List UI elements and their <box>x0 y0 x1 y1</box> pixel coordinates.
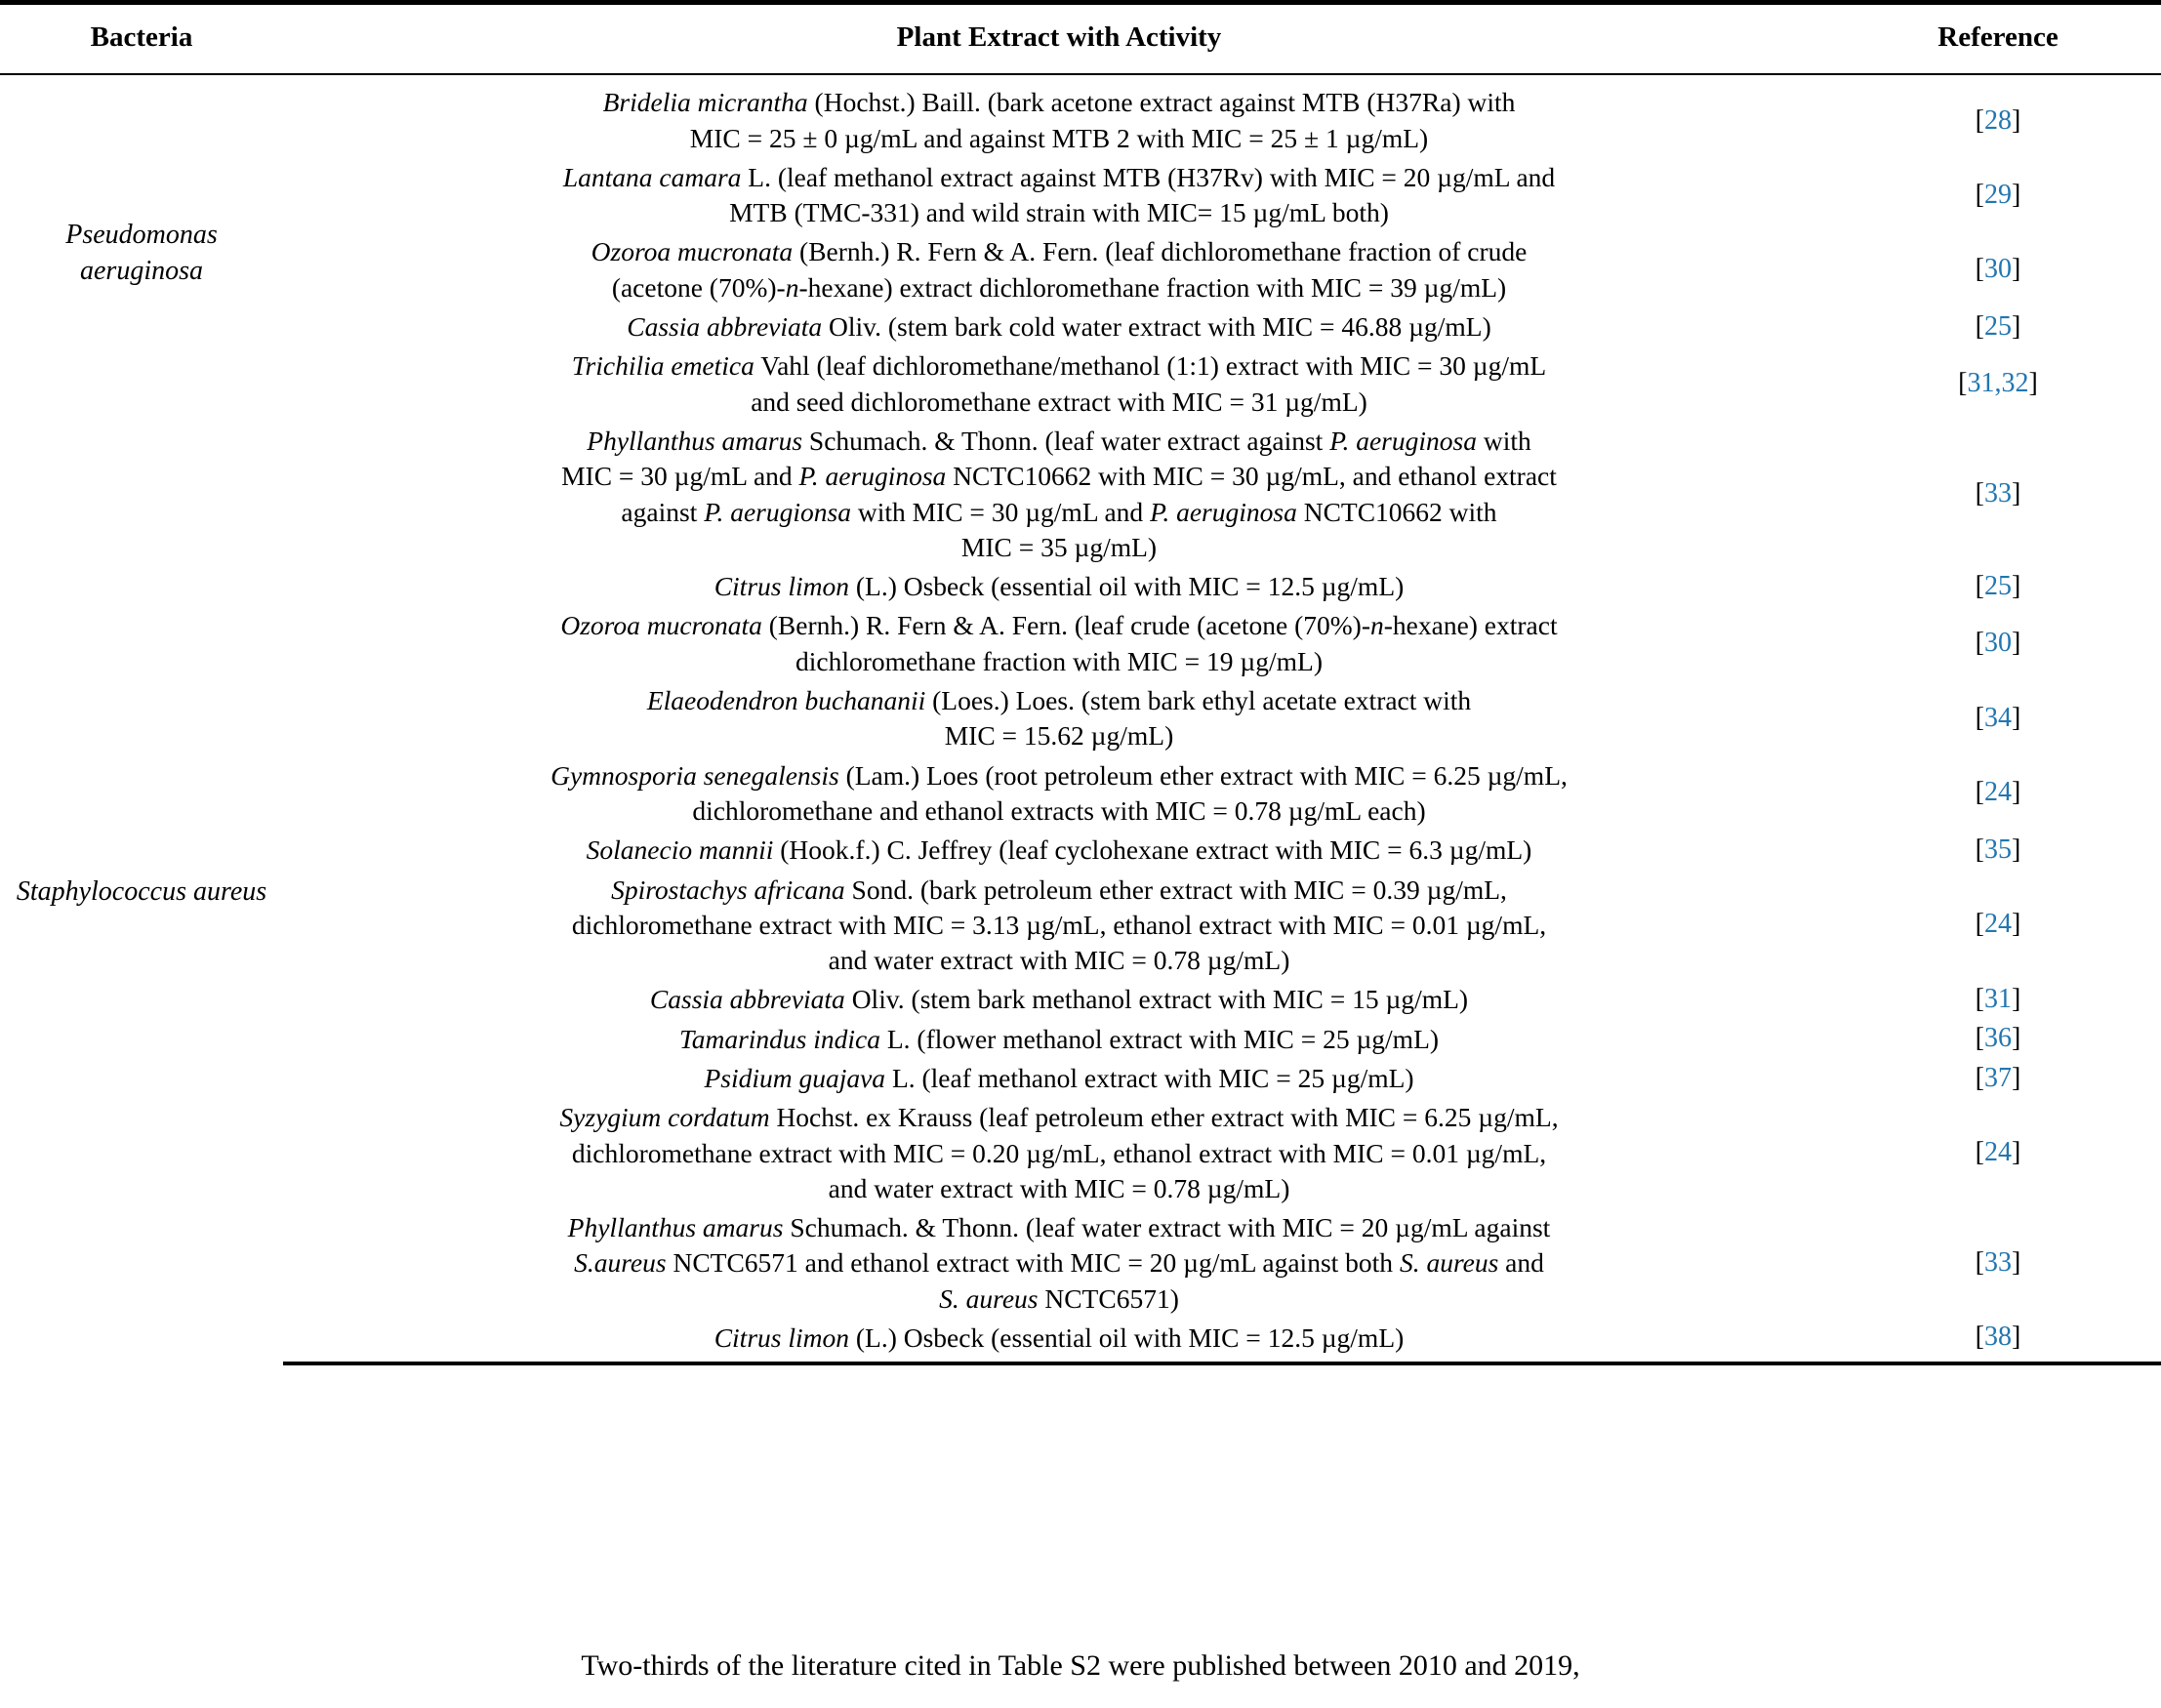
bracket-open: [ <box>1975 1062 1984 1093</box>
reference-number[interactable]: 25 <box>1984 570 2012 601</box>
plant-extract-line: MIC = 30 µg/mL and P. aeruginosa NCTC10662 with MIC = 30 µg/mL, and ethanol extract <box>561 461 1557 492</box>
bracket-close: ] <box>2012 179 2021 210</box>
plant-extract-cell <box>283 158 1835 233</box>
bracket-close: ] <box>2012 1321 2021 1352</box>
plant-extract-cell <box>283 831 1835 870</box>
reference-cell[interactable] <box>1835 74 2161 158</box>
reference-number[interactable]: 30 <box>1984 628 2012 659</box>
bracket-close: ] <box>2012 570 2021 601</box>
plant-extract-line: S. aureus NCTC6571) <box>939 1282 1179 1314</box>
reference-number[interactable]: 25 <box>1984 310 2012 342</box>
plant-extract-cell <box>283 567 1835 606</box>
reference-cell[interactable] <box>1835 681 2161 756</box>
reference-cell[interactable] <box>1835 606 2161 681</box>
plant-extract-cell <box>283 606 1835 681</box>
plant-extract-cell <box>283 681 1835 756</box>
table-row <box>0 606 2161 681</box>
table-row <box>0 1020 2161 1059</box>
bracket-open: [ <box>1975 310 1984 342</box>
table-row <box>0 1059 2161 1098</box>
bracket-open: [ <box>1975 179 1984 210</box>
reference-cell[interactable] <box>1835 871 2161 981</box>
species-name: Lantana camara <box>562 161 742 192</box>
column-header-bacteria: Bacteria <box>0 3 283 75</box>
plant-extract-cell <box>283 871 1835 981</box>
species-name: Elaeodendron buchananii <box>646 685 926 716</box>
bracket-open: [ <box>1958 368 1968 399</box>
plant-extract-line: dichloromethane extract with MIC = 3.13 µg/mL, ethanol extract with MIC = 0.01 µg/mL, <box>571 909 1547 940</box>
plant-extract-line: dichloromethane and ethanol extracts with MIC = 0.78 µg/mL each) <box>692 794 1426 826</box>
reference-cell[interactable] <box>1835 232 2161 307</box>
plant-extract-line: and seed dichloromethane extract with MIC = 31 µg/mL) <box>751 386 1367 417</box>
plant-extract-cell <box>283 1059 1835 1098</box>
reference-number[interactable]: 24 <box>1984 909 2012 940</box>
plant-extract-line: Ozoroa mucronata (Bernh.) R. Fern & A. Fern. (leaf crude (acetone (70%)-n-hexane) extract <box>560 610 1558 641</box>
plant-extract-cell <box>283 1319 1835 1363</box>
species-name: n <box>1370 610 1384 641</box>
reference-cell[interactable] <box>1835 831 2161 870</box>
bracket-close: ] <box>2012 909 2021 940</box>
reference-cell[interactable] <box>1835 1208 2161 1319</box>
bracket-close: ] <box>2012 1137 2021 1168</box>
table-row <box>0 1319 2161 1363</box>
bracket-open: [ <box>1975 1137 1984 1168</box>
reference-number[interactable]: 37 <box>1984 1062 2012 1093</box>
bracket-open: [ <box>1975 909 1984 940</box>
species-name: n <box>785 271 799 303</box>
bracket-close: ] <box>2012 1023 2021 1054</box>
plant-extract-line: Elaeodendron buchananii (Loes.) Loes. (stem bark ethyl acetate extract with <box>646 685 1472 716</box>
reference-number[interactable]: 31,32 <box>1967 368 2029 399</box>
reference-cell[interactable] <box>1835 756 2161 832</box>
plant-extract-cell <box>283 232 1835 307</box>
bracket-open: [ <box>1975 478 1984 509</box>
reference-number[interactable]: 33 <box>1984 1247 2012 1279</box>
bracket-open: [ <box>1975 1247 1984 1279</box>
reference-number[interactable]: 28 <box>1984 105 2012 137</box>
plant-extract-cell <box>283 1098 1835 1208</box>
table-row <box>0 756 2161 832</box>
species-name: Tamarindus indica <box>678 1023 880 1054</box>
species-name: Syzygium cordatum <box>559 1102 770 1133</box>
table-row <box>0 681 2161 756</box>
bracket-close: ] <box>2012 1062 2021 1093</box>
species-name: Phyllanthus amarus <box>587 425 803 456</box>
plant-extract-line: dichloromethane extract with MIC = 0.20 µg/mL, ethanol extract with MIC = 0.01 µg/mL, <box>571 1137 1547 1168</box>
plant-extract-line: Lantana camara L. (leaf methanol extract against MTB (H37Rv) with MIC = 20 µg/mL and <box>562 161 1556 192</box>
plant-extract-cell <box>283 1020 1835 1059</box>
reference-number[interactable]: 38 <box>1984 1321 2012 1352</box>
table-body <box>0 74 2161 1363</box>
bracket-close: ] <box>2012 254 2021 285</box>
plant-extract-line: Solanecio mannii (Hook.f.) C. Jeffrey (leaf cyclohexane extract with MIC = 6.3 µg/mL) <box>586 834 1532 866</box>
plant-extract-line: Citrus limon (L.) Osbeck (essential oil with MIC = 12.5 µg/mL) <box>714 571 1405 602</box>
species-name: Cassia abbreviata <box>649 984 845 1015</box>
table-row <box>0 1208 2161 1319</box>
reference-number[interactable]: 29 <box>1984 179 2012 210</box>
plant-extract-line: Cassia abbreviata Oliv. (stem bark cold water extract with MIC = 46.88 µg/mL) <box>627 311 1491 343</box>
reference-cell[interactable] <box>1835 1098 2161 1208</box>
species-name: S.aureus <box>574 1247 667 1279</box>
species-name: Gymnosporia senegalensis <box>550 759 839 791</box>
reference-number[interactable]: 24 <box>1984 1137 2012 1168</box>
bracket-close: ] <box>2012 1247 2021 1279</box>
species-name: Solanecio mannii <box>586 834 774 866</box>
species-name: S. aureus <box>939 1282 1039 1314</box>
bracket-close: ] <box>2012 984 2021 1015</box>
table-header <box>0 3 2161 75</box>
species-name: Spirostachys africana <box>611 874 845 905</box>
bracket-open: [ <box>1975 984 1984 1015</box>
table-row <box>0 346 2161 422</box>
plant-extract-cell <box>283 74 1835 158</box>
plant-extract-line: Phyllanthus amarus Schumach. & Thonn. (leaf water extract with MIC = 20 µg/mL against <box>567 1212 1551 1243</box>
species-name: Bridelia micrantha <box>602 87 808 118</box>
plant-extract-line: MIC = 35 µg/mL) <box>960 531 1158 562</box>
table-row <box>0 74 2161 158</box>
column-header-plant-extract: Plant Extract with Activity <box>283 3 1835 75</box>
reference-cell[interactable] <box>1835 980 2161 1019</box>
plant-extract-line: Trichilia emetica Vahl (leaf dichloromethane/methanol (1:1) extract with MIC = 30 µg/mL <box>571 350 1547 382</box>
table-row <box>0 422 2161 567</box>
reference-cell[interactable] <box>1835 1059 2161 1098</box>
plant-extract-line: Syzygium cordatum Hochst. ex Krauss (leaf petroleum ether extract with MIC = 6.25 µg/mL, <box>559 1102 1559 1133</box>
plant-extract-cell <box>283 980 1835 1019</box>
plant-extract-line: S.aureus NCTC6571 and ethanol extract with MIC = 20 µg/mL against both S. aureus and <box>574 1247 1544 1279</box>
bracket-open: [ <box>1975 254 1984 285</box>
reference-cell[interactable] <box>1835 346 2161 422</box>
table-row <box>0 232 2161 307</box>
species-name: Citrus limon <box>714 1322 849 1354</box>
species-name: Psidium guajava <box>704 1062 886 1093</box>
plant-extract-line: Phyllanthus amarus Schumach. & Thonn. (leaf water extract against P. aeruginosa with <box>587 425 1531 456</box>
plant-extract-cell <box>283 1208 1835 1319</box>
reference-cell[interactable] <box>1835 567 2161 606</box>
plant-extract-cell <box>283 346 1835 422</box>
plant-extract-line: MIC = 15.62 µg/mL) <box>944 720 1174 752</box>
species-name: P. aeruginosa <box>1329 425 1477 456</box>
column-header-reference: Reference <box>1835 3 2161 75</box>
bracket-close: ] <box>2012 834 2021 865</box>
plant-extract-line: MTB (TMC-331) and wild strain with MIC= 15 µg/mL both) <box>729 197 1389 228</box>
bracket-open: [ <box>1975 1023 1984 1054</box>
species-name: S. aureus <box>1399 1247 1499 1279</box>
reference-cell[interactable] <box>1835 1020 2161 1059</box>
bracket-open: [ <box>1975 834 1984 865</box>
species-name: Phyllanthus amarus <box>567 1212 784 1243</box>
bracket-open: [ <box>1975 628 1984 659</box>
plant-extract-line: (acetone (70%)-n-hexane) extract dichloromethane fraction with MIC = 39 µg/mL) <box>611 271 1507 303</box>
species-name: Citrus limon <box>714 571 849 602</box>
reference-number[interactable]: 30 <box>1984 254 2012 285</box>
table-row <box>0 307 2161 346</box>
plant-extract-line: Ozoroa mucronata (Bernh.) R. Fern & A. Fern. (leaf dichloromethane fraction of crude <box>591 236 1528 267</box>
table-header-row <box>0 3 2161 75</box>
plant-extract-line: Psidium guajava L. (leaf methanol extract with MIC = 25 µg/mL) <box>704 1062 1414 1093</box>
plant-extract-line: Citrus limon (L.) Osbeck (essential oil with MIC = 12.5 µg/mL) <box>714 1322 1405 1354</box>
bracket-open: [ <box>1975 1321 1984 1352</box>
bracket-open: [ <box>1975 105 1984 137</box>
species-name: P. aeruginosa <box>1150 496 1297 527</box>
species-name: Ozoroa mucronata <box>591 236 794 267</box>
species-name: P. aeruginosa <box>798 461 947 492</box>
plant-extract-line: and water extract with MIC = 0.78 µg/mL) <box>828 1172 1290 1203</box>
plant-extract-line: Gymnosporia senegalensis (Lam.) Loes (root petroleum ether extract with MIC = 6.25 µg/mL, <box>550 759 1568 791</box>
plant-extract-line: and water extract with MIC = 0.78 µg/mL) <box>828 945 1290 976</box>
plant-extract-line: Spirostachys africana Sond. (bark petroleum ether extract with MIC = 0.39 µg/mL, <box>611 874 1507 905</box>
reference-number[interactable]: 31 <box>1984 984 2012 1015</box>
bracket-close: ] <box>2012 777 2021 808</box>
bracket-close: ] <box>2012 702 2021 733</box>
reference-cell[interactable] <box>1835 1319 2161 1363</box>
species-name: Trichilia emetica <box>571 350 754 382</box>
plant-extract-line: Cassia abbreviata Oliv. (stem bark methanol extract with MIC = 15 µg/mL) <box>649 984 1469 1015</box>
reference-cell[interactable] <box>1835 158 2161 233</box>
bracket-close: ] <box>2028 368 2038 399</box>
footer-note: Two-thirds of the literature cited in Table S2 were published between 2010 and 2019, <box>581 1649 1580 1682</box>
reference-number[interactable]: 35 <box>1984 834 2012 865</box>
table-row <box>0 980 2161 1019</box>
table-row <box>0 158 2161 233</box>
plant-extract-cell <box>283 756 1835 832</box>
plant-extract-line: Bridelia micrantha (Hochst.) Baill. (bark acetone extract against MTB (H37Ra) with <box>602 87 1516 118</box>
bacteria-name-cell: Pseudomonas aeruginosa <box>65 219 218 286</box>
bracket-close: ] <box>2012 105 2021 137</box>
bracket-close: ] <box>2012 478 2021 509</box>
plant-extract-cell <box>283 422 1835 567</box>
plant-extract-line: against P. aerugionsa with MIC = 30 µg/mL and P. aeruginosa NCTC10662 with <box>621 496 1497 527</box>
species-name: P. aerugionsa <box>704 496 851 527</box>
bracket-open: [ <box>1975 570 1984 601</box>
reference-cell[interactable] <box>1835 422 2161 567</box>
bracket-close: ] <box>2012 310 2021 342</box>
reference-cell[interactable] <box>1835 307 2161 346</box>
bracket-open: [ <box>1975 777 1984 808</box>
bracket-close: ] <box>2012 628 2021 659</box>
table-row <box>0 831 2161 870</box>
reference-number[interactable]: 34 <box>1984 702 2012 733</box>
reference-number[interactable]: 36 <box>1984 1023 2012 1054</box>
species-name: Ozoroa mucronata <box>560 610 762 641</box>
table-row <box>0 871 2161 981</box>
bracket-open: [ <box>1975 702 1984 733</box>
bacteria-name-cell: Staphylococcus aureus <box>16 876 267 908</box>
table-row <box>0 1098 2161 1208</box>
reference-number[interactable]: 33 <box>1984 478 2012 509</box>
plant-extract-cell <box>283 307 1835 346</box>
species-name: Cassia abbreviata <box>627 311 823 343</box>
plant-extract-line: Tamarindus indica L. (flower methanol extract with MIC = 25 µg/mL) <box>678 1023 1440 1054</box>
plant-extract-line: MIC = 25 ± 0 µg/mL and against MTB 2 with MIC = 25 ± 1 µg/mL) <box>689 122 1429 153</box>
reference-number[interactable]: 24 <box>1984 777 2012 808</box>
table-row <box>0 567 2161 606</box>
plant-extract-line: dichloromethane fraction with MIC = 19 µg/mL) <box>795 645 1323 676</box>
